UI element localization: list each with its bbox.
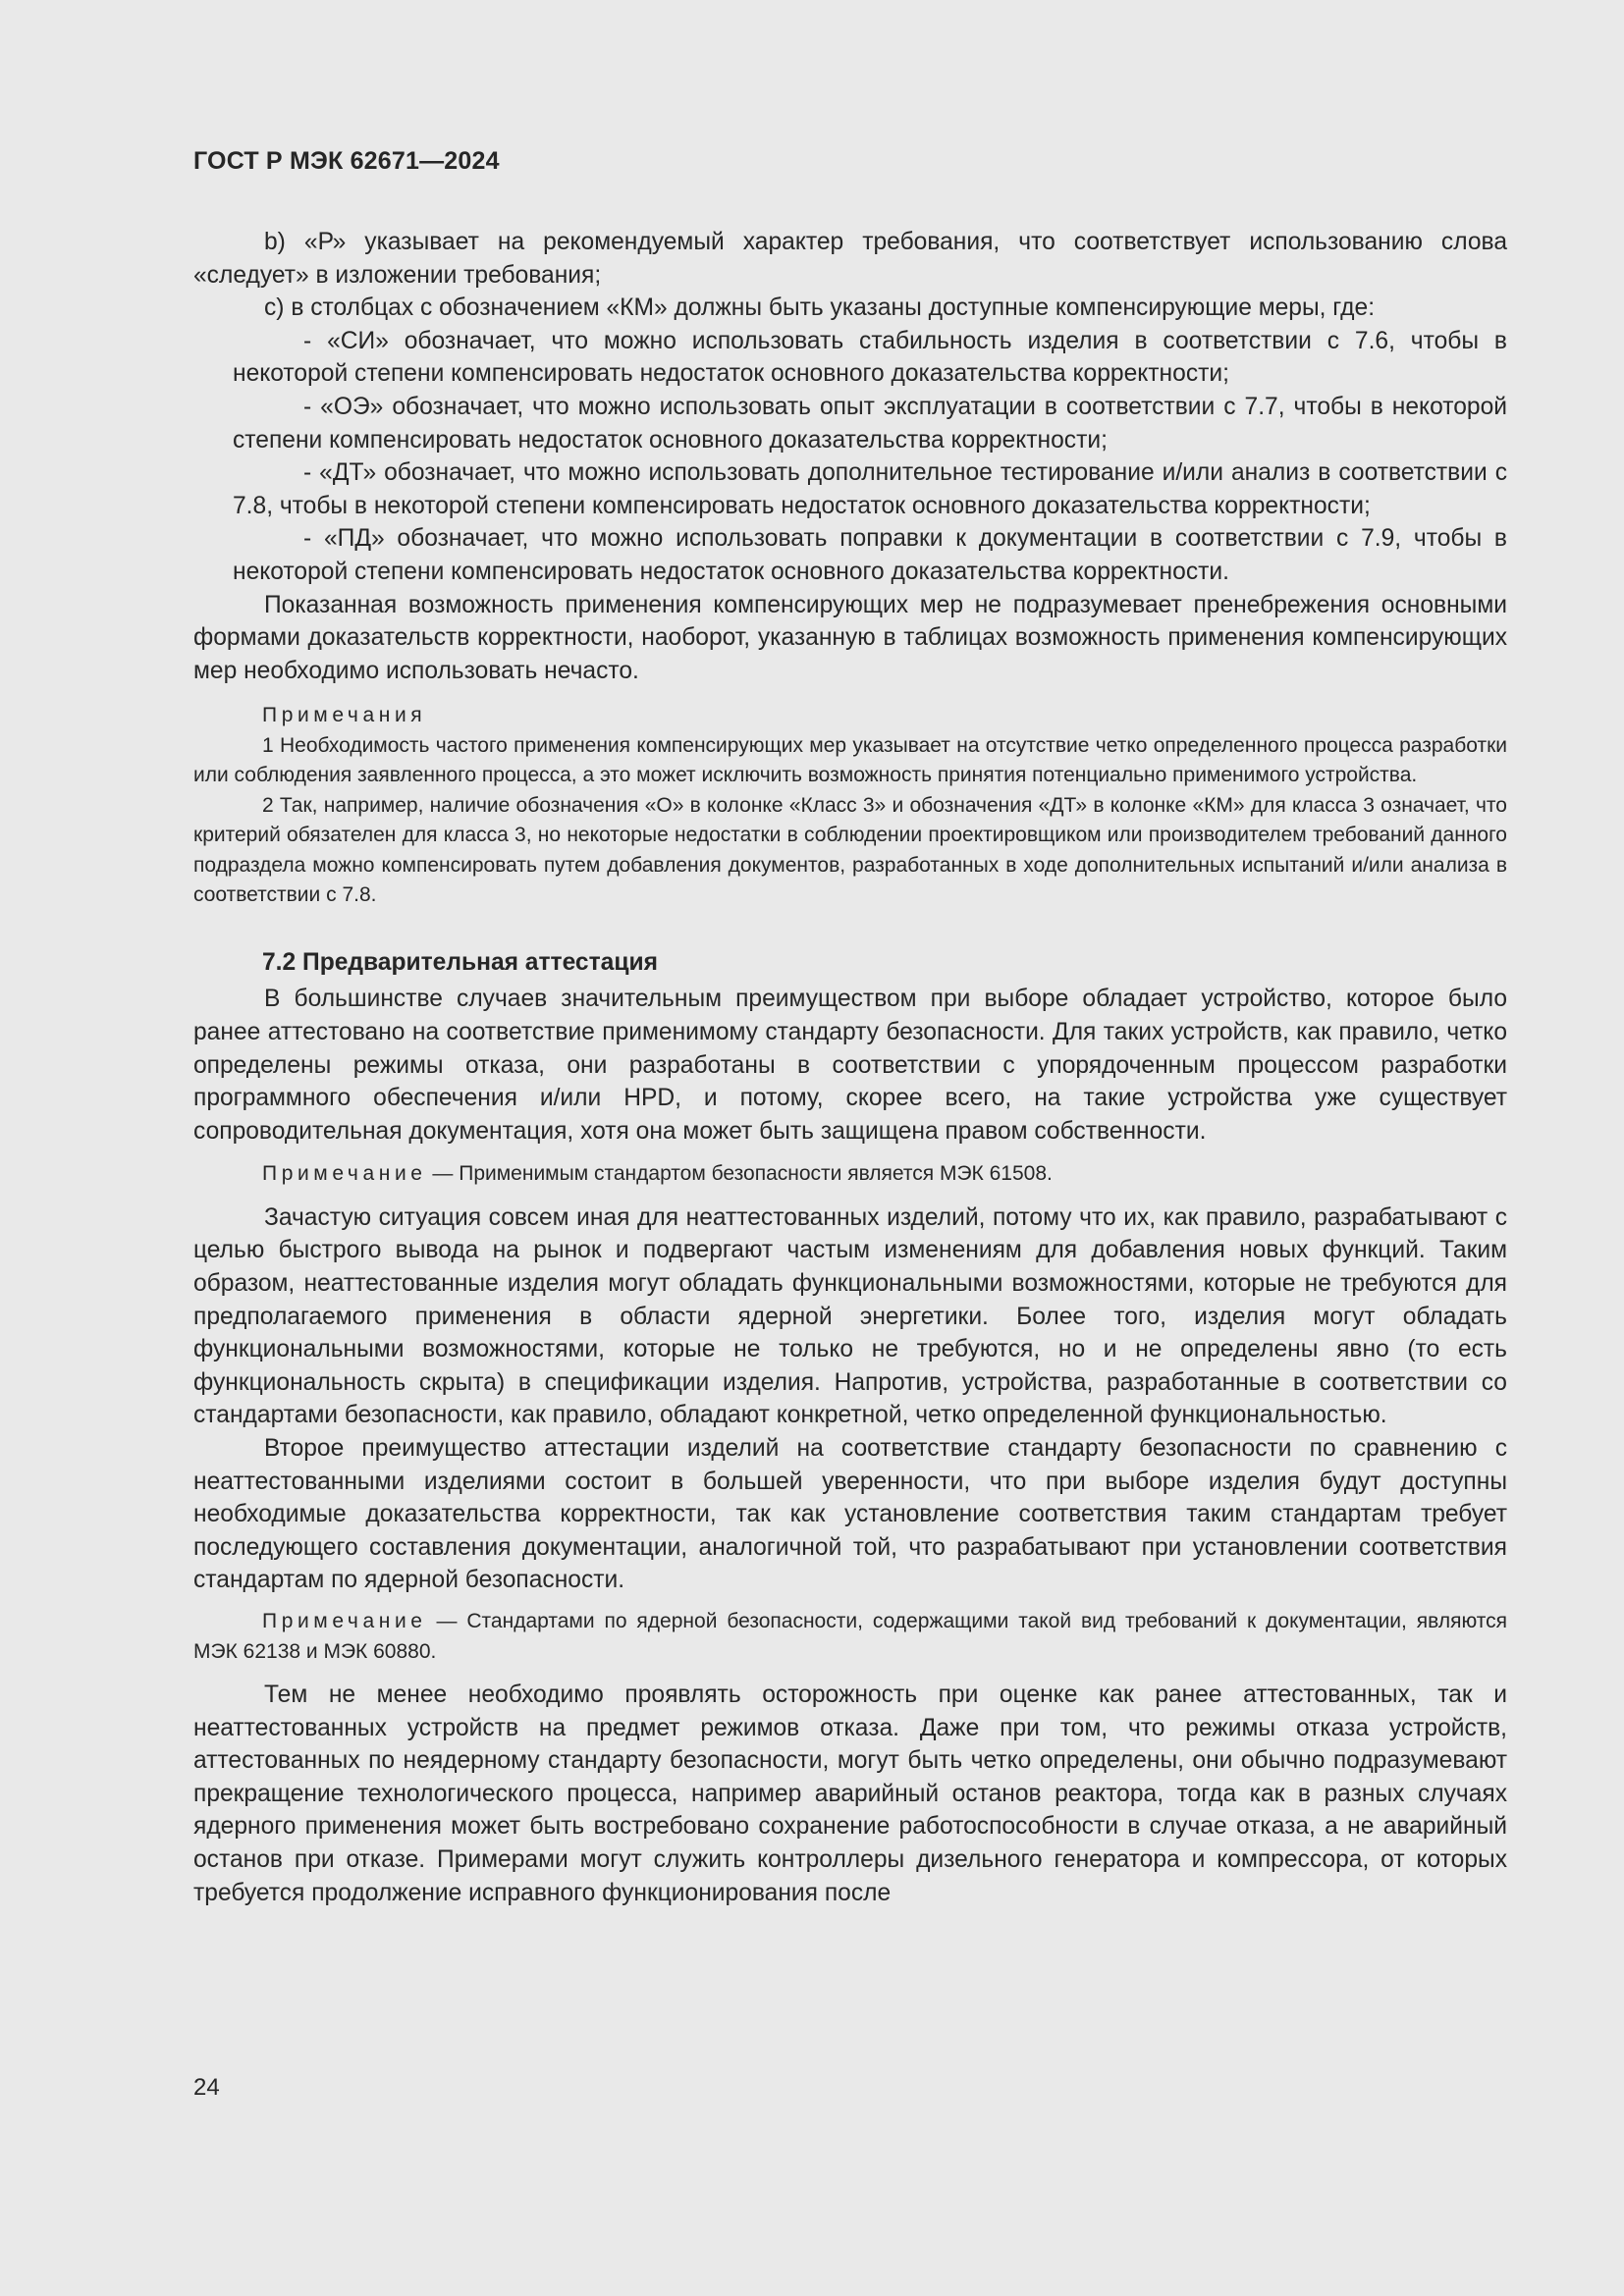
list-item-c: c) в столбцах с обозначением «КМ» должны быть указаны доступные компенсирующие меры, где: [264, 294, 1376, 322]
page-number: 24 [193, 2074, 220, 2101]
note-2: 2 Так, например, наличие обозначения «О» в колонке «Класс 3» и обозначения «ДТ» в колонке «КМ» для класса 3 означает, что критерий обязателен для класса 3, но некоторые недостатки в соблюдении проектировщиком или производителем требований данного подраздела можно компенсировать путем добавления документов, разработанных в ходе дополнительных испытаний и/или анализа в соответствии с 7.8. [193, 793, 1507, 907]
dash-item-oe: - «ОЭ» обозначает, что можно использовать опыт эксплуатации в соответствии с 7.7, чтобы в некоторой степени компенсировать недостаток основного доказательства корректности; [233, 393, 1507, 454]
list-item-b: b) «Р» указывает на рекомендуемый характер требования, что соответствует использованию слова «следует» в изложении требования; [193, 229, 1507, 289]
note-1: 1 Необходимость частого применения компенсирующих мер указывает на отсутствие четко определенного процесса разработки или соблюдения заявленного процесса, а это может исключить возможность принятия потенциально применимого устройства. [193, 733, 1507, 787]
dash-item-pd: - «ПД» обозначает, что можно использовать поправки к документации в соответствии с 7.9, чтобы в некоторой степени компенсировать недостаток основного доказательства корректности. [233, 525, 1507, 585]
document-body [193, 226, 1507, 1909]
document-header: ГОСТ Р МЭК 62671—2024 [193, 147, 500, 175]
notes-title: Примечания [262, 704, 427, 727]
note-label: Примечание [262, 1610, 427, 1632]
paragraph-preliminary-attestation: В большинстве случаев значительным преимуществом при выборе обладает устройство, которое было ранее аттестовано на соответствие применимому стандарту безопасности. Для таких устройств, как правило, четко определены режимы отказа, они разработаны в соответствии с упорядоченным процессом разработки программного обеспечения и/или HPD, и потому, скорее всего, на такие устройства уже существует сопроводительная документация, хотя она может быть защищена правом собственности. [193, 986, 1507, 1145]
dash-item-dt: - «ДТ» обозначает, что можно использовать дополнительное тестирование и/или анализ в соответствии с 7.8, чтобы в некоторой степени компенсировать недостаток основного доказательства корректности; [233, 459, 1507, 519]
note-nuclear-standards [193, 1607, 1507, 1667]
paragraph-compensating-measures: Показанная возможность применения компенсирующих мер не подразумевает пренебрежения основными формами доказательств корректности, наоборот, указанную в таблицах возможность применения компенсирующих мер необходимо использовать нечасто. [193, 591, 1507, 684]
note-text: — Применимым стандартом безопасности является МЭК 61508. [426, 1162, 1053, 1186]
dash-item-si: - «СИ» обозначает, что можно использовать стабильность изделия в соответствии с 7.6, чтобы в некоторой степени компенсировать недостаток основного доказательства корректности; [233, 327, 1507, 388]
paragraph-unattested-products: Зачастую ситуация совсем иная для неаттестованных изделий, потому что их, как правило, разрабатывают с целью быстрого вывода на рынок и подвергают частым изменениям для добавления новых функций. Таким образом, неаттестованные изделия могут обладать функциональными возможностями, которые не требуются для предполагаемого применения в области ядерной энергетики. Более того, изделия могут обладать функциональными возможностями, которые не только не требуются, но и не определены явно (то есть функциональность скрыта) в спецификации изделия. Напротив, устройства, разработанные в соответствии со стандартами безопасности, как правило, обладают конкретной, четко определенной функциональностью. [193, 1203, 1507, 1429]
note-text: — Стандартами по ядерной безопасности, содержащими такой вид требований к документации, являются МЭК 62138 и МЭК 60880. [193, 1610, 1507, 1663]
note-label: Примечание [262, 1162, 427, 1186]
section-heading: 7.2 Предварительная аттестация [262, 948, 658, 976]
paragraph-caution: Тем не менее необходимо проявлять осторожность при оценке как ранее аттестованных, так и неаттестованных устройств на предмет режимов отказа. Даже при том, что режимы отказа устройств, аттестованных по неядерному стандарту безопасности, могут быть четко определены, они обычно подразумевают прекращение технологического процесса, например аварийный останов реактора, тогда как в разных случаях ядерного применения может быть востребовано сохранение работоспособности в случае отказа, а не аварийный останов при отказе. Примерами могут служить контроллеры дизельного генератора и компрессора, от которых требуется продолжение исправного функционирования после [193, 1682, 1507, 1906]
note-safety-standard [193, 1159, 1507, 1190]
paragraph-second-advantage: Второе преимущество аттестации изделий на соответствие стандарту безопасности по сравнению с неаттестованными изделиями состоит в большей уверенности, что при выборе изделия будут доступны необходимые доказательства корректности, так как установление соответствия таким стандартам требует последующего составления документации, аналогичной той, что разрабатывают при установлении соответствия стандартам по ядерной безопасности. [193, 1435, 1507, 1594]
